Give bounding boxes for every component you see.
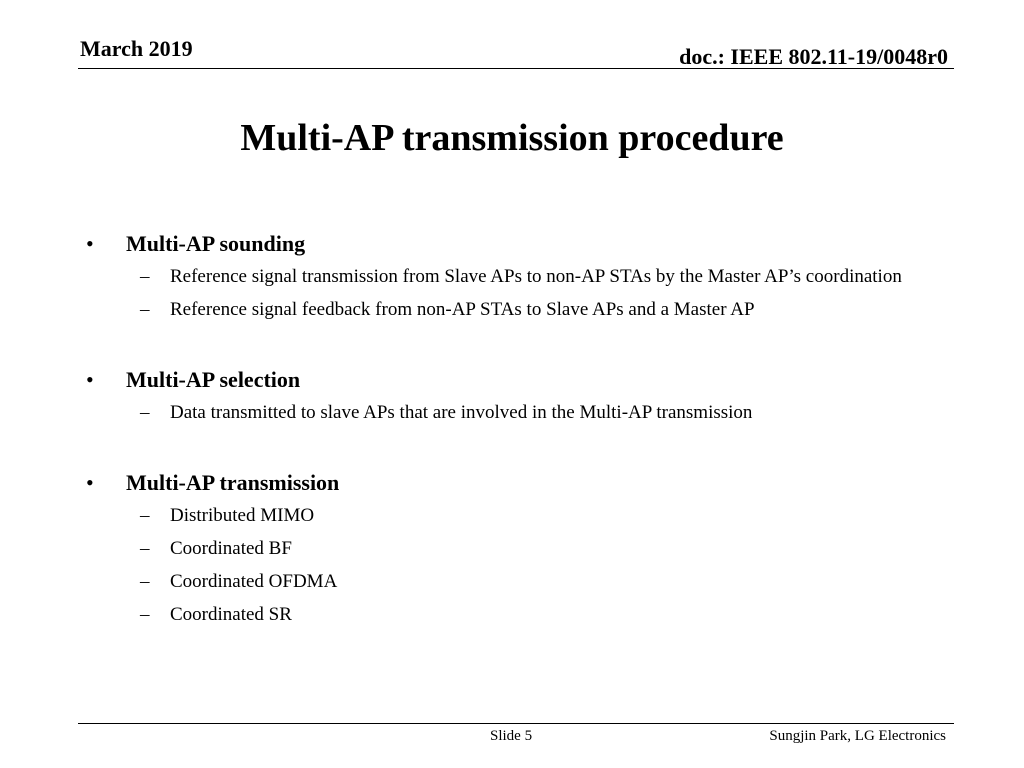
dash-icon: – bbox=[140, 505, 150, 526]
sub-item-text: Reference signal transmission from Slave APs to non-AP STAs by the Master AP’s coordination bbox=[170, 266, 902, 287]
sub-item-text: Data transmitted to slave APs that are involved in the Multi-AP transmission bbox=[170, 402, 753, 423]
dash-icon: – bbox=[140, 266, 150, 287]
section-multi-ap-selection bbox=[86, 364, 966, 429]
bullet-heading-text: Multi-AP selection bbox=[126, 367, 301, 392]
bullet-heading bbox=[86, 467, 966, 499]
dash-icon: – bbox=[140, 299, 150, 320]
sub-list bbox=[86, 499, 966, 631]
dash-icon: – bbox=[140, 538, 150, 559]
sub-item bbox=[86, 293, 966, 326]
bullet-heading bbox=[86, 228, 966, 260]
header-divider bbox=[78, 68, 954, 69]
footer-slide-number: Slide 5 bbox=[490, 728, 533, 744]
sub-item-text: Coordinated OFDMA bbox=[170, 571, 338, 592]
bullet-heading-text: Multi-AP sounding bbox=[126, 231, 306, 256]
bullet-heading bbox=[86, 364, 966, 396]
slide-title: Multi-AP transmission procedure bbox=[240, 117, 784, 159]
sub-list bbox=[86, 260, 966, 326]
sub-item bbox=[86, 396, 966, 429]
slide-content bbox=[86, 228, 966, 631]
header-date: March 2019 bbox=[80, 36, 193, 61]
bullet-icon: • bbox=[86, 367, 94, 392]
dash-icon: – bbox=[140, 571, 150, 592]
sub-item bbox=[86, 260, 966, 293]
sub-item-text: Coordinated BF bbox=[170, 538, 292, 559]
header-doc-id: doc.: IEEE 802.11-19/0048r0 bbox=[679, 44, 948, 69]
section-multi-ap-sounding bbox=[86, 228, 966, 326]
dash-icon: – bbox=[140, 604, 150, 625]
bullet-heading-text: Multi-AP transmission bbox=[126, 470, 340, 495]
sub-item bbox=[86, 565, 966, 598]
sub-item-text: Reference signal feedback from non-AP STAs to Slave APs and a Master AP bbox=[170, 299, 755, 320]
section-multi-ap-transmission bbox=[86, 467, 966, 631]
footer-author: Sungjin Park, LG Electronics bbox=[769, 728, 946, 744]
bullet-icon: • bbox=[86, 231, 94, 256]
sub-item bbox=[86, 499, 966, 532]
sub-item bbox=[86, 598, 966, 631]
bullet-icon: • bbox=[86, 470, 94, 495]
sub-list bbox=[86, 396, 966, 429]
sub-item-text: Coordinated SR bbox=[170, 604, 292, 625]
sub-item bbox=[86, 532, 966, 565]
dash-icon: – bbox=[140, 402, 150, 423]
footer-divider bbox=[78, 723, 954, 724]
sub-item-text: Distributed MIMO bbox=[170, 505, 315, 526]
